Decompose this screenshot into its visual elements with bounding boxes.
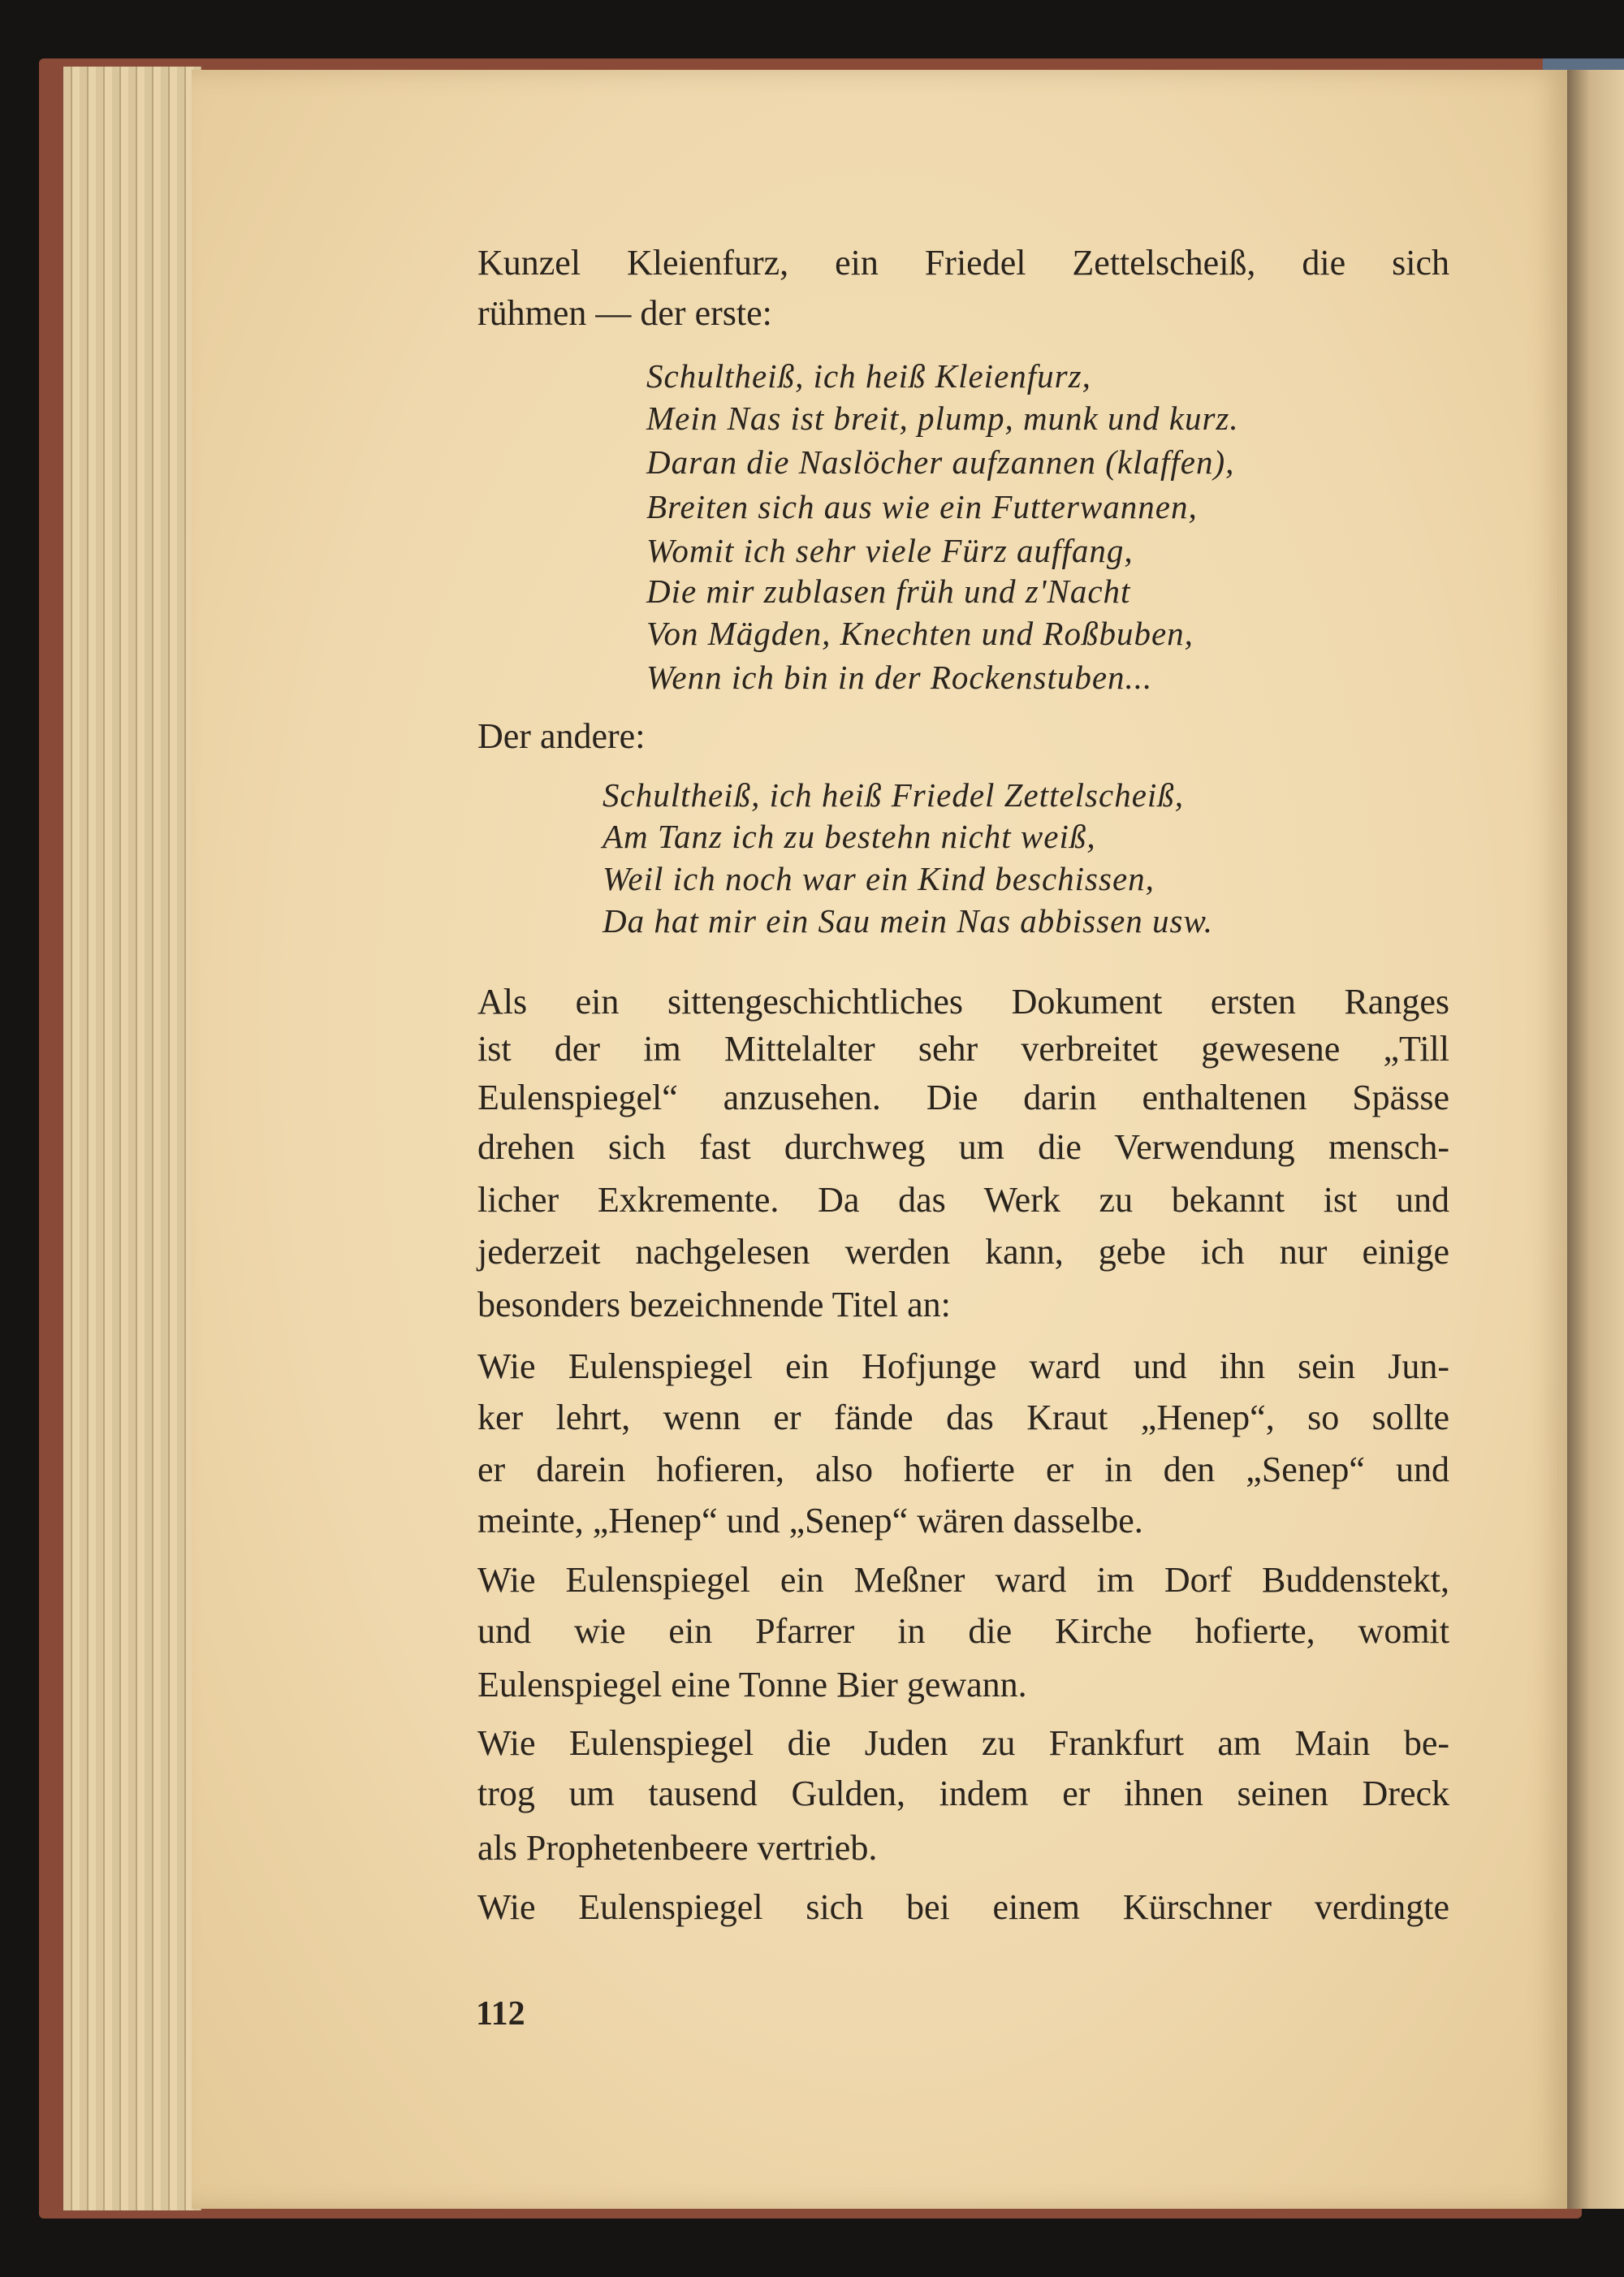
prose-line: rühmen — der erste: [477, 293, 772, 333]
page-edges [63, 67, 201, 2210]
verse-line: Breiten sich aus wie ein Futterwannen, [646, 488, 1198, 525]
verse-line: Weil ich noch war ein Kind beschissen, [603, 860, 1155, 897]
paragraph-line: ker lehrt, wenn er fände das Kraut „Henep“, so sollte [477, 1398, 1449, 1437]
speaker-label: Der andere: [477, 716, 646, 756]
paragraph-line: licher Exkremente. Da das Werk zu bekannt ist und [477, 1180, 1449, 1220]
paragraph-line: ist der im Mittelalter sehr verbreitet gewesene „Till [477, 1029, 1449, 1069]
verse-line: Womit ich sehr viele Fürz auffang, [646, 532, 1134, 569]
paragraph-line: Wie Eulenspiegel ein Hofjunge ward und ihn sein Jun- [477, 1346, 1449, 1386]
verse-line: Wenn ich bin in der Rockenstuben... [646, 659, 1153, 696]
page-gutter [1567, 70, 1624, 2209]
verse-line: Daran die Naslöcher aufzannen (klaffen), [646, 443, 1235, 481]
prose-line: Kunzel Kleienfurz, ein Friedel Zettelscheiß, die sich [477, 243, 1449, 283]
verse-line: Da hat mir ein Sau mein Nas abbissen usw. [603, 902, 1214, 940]
verse-line: Die mir zublasen früh und z'Nacht [646, 572, 1131, 610]
paragraph-line: jederzeit nachgelesen werden kann, gebe ich nur einige [477, 1232, 1449, 1272]
verse-line: Schultheiß, ich heiß Kleienfurz, [646, 357, 1091, 395]
paragraph-line: und wie ein Pfarrer in die Kirche hofierte, womit [477, 1611, 1449, 1651]
paragraph-line: besonders bezeichnende Titel an: [477, 1285, 951, 1324]
paragraph-line: drehen sich fast durchweg um die Verwendung mensch- [477, 1127, 1449, 1167]
paragraph-line: als Prophetenbeere vertrieb. [477, 1828, 878, 1868]
paragraph-line: Als ein sittengeschichtliches Dokument ersten Ranges [477, 982, 1449, 1022]
paragraph-line: Eulenspiegel eine Tonne Bier gewann. [477, 1665, 1027, 1705]
paragraph-line: Eulenspiegel“ anzusehen. Die darin enthaltenen Spässe [477, 1078, 1449, 1117]
verse-line: Von Mägden, Knechten und Roßbuben, [646, 615, 1194, 652]
paragraph-line: Wie Eulenspiegel ein Meßner ward im Dorf Buddenstekt, [477, 1560, 1449, 1600]
verse-line: Am Tanz ich zu bestehn nicht weiß, [603, 818, 1096, 855]
paragraph-line: Wie Eulenspiegel die Juden zu Frankfurt am Main be- [477, 1723, 1449, 1763]
page-number: 112 [476, 1995, 525, 2033]
paragraph-line: trog um tausend Gulden, indem er ihnen seinen Dreck [477, 1774, 1449, 1813]
verse-line: Mein Nas ist breit, plump, munk und kurz. [646, 400, 1239, 437]
verse-line: Schultheiß, ich heiß Friedel Zettelscheiß, [603, 776, 1185, 814]
paragraph-line: meinte, „Henep“ und „Senep“ wären dasselbe. [477, 1501, 1143, 1540]
paragraph-line: Wie Eulenspiegel sich bei einem Kürschner verdingte [477, 1887, 1449, 1927]
paragraph-line: er darein hofieren, also hofierte er in den „Senep“ und [477, 1450, 1449, 1489]
